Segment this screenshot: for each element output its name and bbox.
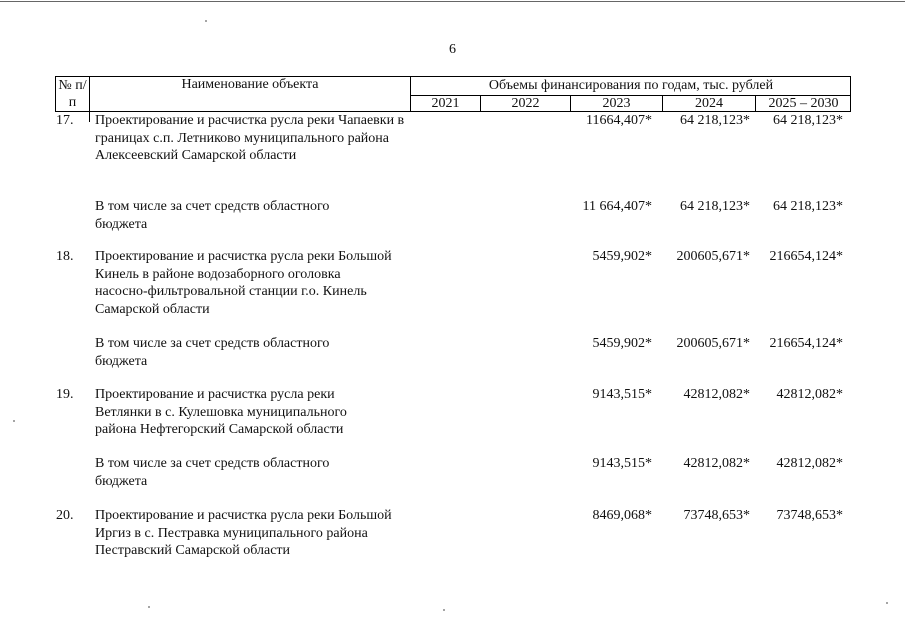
value-2025-2030: 73748,653*	[776, 508, 843, 523]
value-2025-2030: 216654,124*	[769, 336, 843, 351]
header-year-2025-2030: 2025 – 2030	[768, 96, 839, 111]
value-2023: 5459,902*	[592, 249, 652, 264]
scan-top-edge	[0, 1, 905, 2]
object-name: Проектирование и расчистка русла реки Большой Иргиз в с. Пестравка муниципального района Пестравский Самарской области	[95, 508, 392, 558]
value-2024: 73748,653*	[683, 508, 750, 523]
header-year-2021: 2021	[431, 96, 460, 111]
value-2023: 11 664,407*	[582, 199, 652, 214]
value-2023: 11664,407*	[586, 113, 652, 128]
object-name: В том числе за счет средств областного бюджета	[95, 199, 330, 232]
value-2025-2030: 42812,082*	[776, 387, 843, 402]
header-year-2022: 2022	[511, 96, 540, 111]
header-num: № п/п	[58, 78, 87, 110]
row-number: 17.	[56, 113, 74, 128]
value-2024: 200605,671*	[676, 249, 750, 264]
object-name: Проектирование и расчистка русла реки Большой Кинель в районе водозаборного оголовка насосно-фильтровальной станции г.о. Кинель Самарской области	[95, 249, 392, 317]
object-name: В том числе за счет средств областного бюджета	[95, 456, 330, 489]
scan-speck	[443, 609, 445, 611]
scan-speck	[13, 420, 15, 422]
value-2023: 9143,515*	[592, 456, 652, 471]
row-number: 19.	[56, 387, 74, 402]
value-2024: 42812,082*	[683, 456, 750, 471]
value-2024: 64 218,123*	[680, 113, 750, 128]
object-name: Проектирование и расчистка русла реки Чапаевки в границах с.п. Летниково муниципального района Алексеевский Самарской области	[95, 113, 405, 163]
value-2025-2030: 64 218,123*	[773, 113, 843, 128]
page-number: 6	[449, 42, 456, 57]
value-2025-2030: 42812,082*	[776, 456, 843, 471]
object-name: Проектирование и расчистка русла реки Ветлянки в с. Кулешовка муниципального района Нефтегорский Самарской области	[95, 387, 347, 437]
value-2024: 42812,082*	[683, 387, 750, 402]
row-number: 20.	[56, 508, 74, 523]
value-2023: 8469,068*	[592, 508, 652, 523]
value-2025-2030: 64 218,123*	[773, 199, 843, 214]
value-2024: 64 218,123*	[680, 199, 750, 214]
header-funding: Объемы финансирования по годам, тыс. рублей	[488, 78, 774, 93]
header-year-2024: 2024	[695, 96, 723, 111]
value-2025-2030: 216654,124*	[769, 249, 843, 264]
scan-speck	[886, 602, 888, 604]
value-2023: 5459,902*	[592, 336, 652, 351]
header-name: Наименование объекта	[181, 77, 319, 92]
value-2024: 200605,671*	[676, 336, 750, 351]
value-2023: 9143,515*	[592, 387, 652, 402]
scan-speck	[148, 606, 150, 608]
object-name: В том числе за счет средств областного бюджета	[95, 336, 330, 369]
scan-speck	[205, 20, 207, 22]
header-year-2023: 2023	[602, 96, 631, 111]
row-number: 18.	[56, 249, 74, 264]
